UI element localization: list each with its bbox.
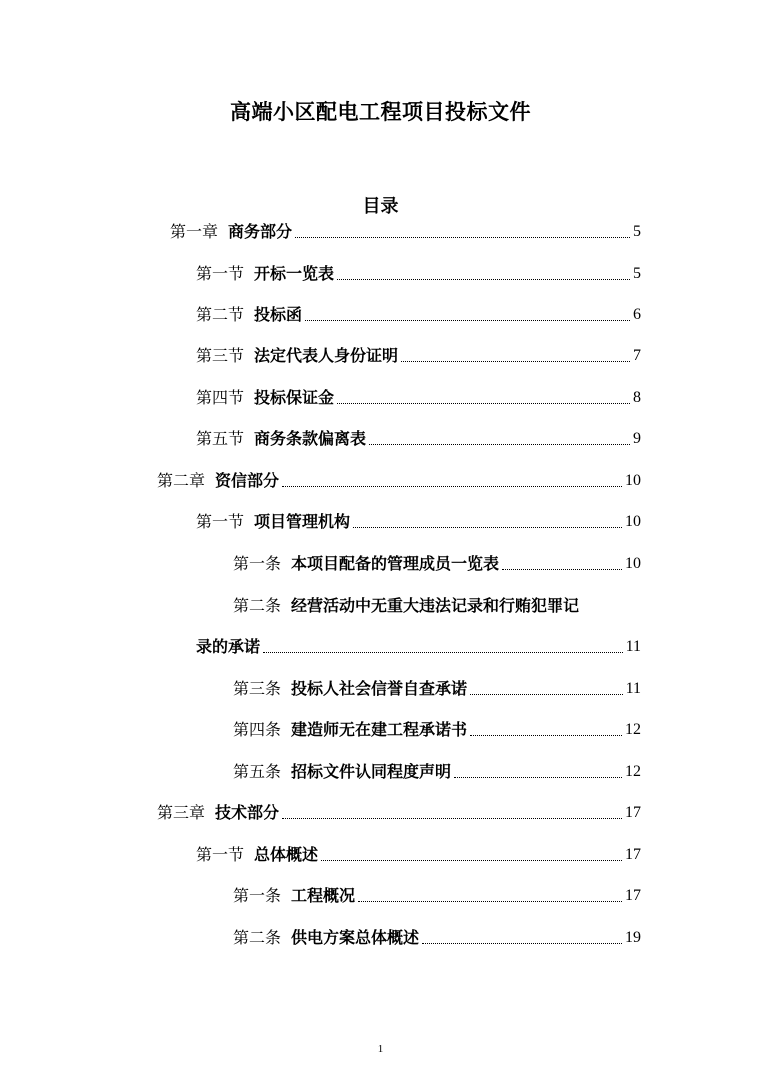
toc-title: 项目管理机构 <box>254 512 351 531</box>
dot-leader <box>282 818 622 819</box>
toc-entry-chapter-2[interactable] <box>157 467 641 491</box>
toc-page-number: 11 <box>625 680 641 697</box>
dot-leader <box>369 444 630 445</box>
toc-page-number: 10 <box>625 472 641 489</box>
toc-number: 第二节 <box>196 305 245 324</box>
toc-entry-section[interactable] <box>196 260 641 284</box>
toc-number: 第一节 <box>196 845 245 864</box>
toc-page-number: 8 <box>633 389 641 406</box>
toc-entry-article[interactable] <box>233 882 641 906</box>
toc-title: 本项目配备的管理成员一览表 <box>291 554 500 573</box>
toc-number: 第一节 <box>196 264 245 283</box>
dot-leader <box>454 777 622 778</box>
toc-number: 第五节 <box>196 429 245 448</box>
toc-entry-article[interactable] <box>233 716 641 740</box>
toc-entry-article[interactable] <box>233 675 641 699</box>
dot-leader <box>470 735 622 736</box>
dot-leader <box>470 694 623 695</box>
toc-page-number: 17 <box>625 887 641 904</box>
dot-leader <box>282 486 622 487</box>
toc-number: 第三章 <box>157 803 206 822</box>
toc-entry-article[interactable] <box>233 924 641 948</box>
toc-entry-article-wrapped[interactable] <box>233 592 579 616</box>
toc-title: 开标一览表 <box>254 264 335 283</box>
toc-number: 第三条 <box>233 679 282 698</box>
toc-number: 第一章 <box>170 222 219 241</box>
toc-page-number: 17 <box>625 804 641 821</box>
toc-number: 第二条 <box>233 596 282 615</box>
toc-entry-article-continuation[interactable] <box>196 633 641 657</box>
toc-entry-section[interactable] <box>196 384 641 408</box>
toc-page-number: 12 <box>625 721 641 738</box>
toc-entry-section[interactable] <box>196 342 641 366</box>
toc-number: 第二章 <box>157 471 206 490</box>
toc-title: 招标文件认同程度声明 <box>291 762 452 781</box>
dot-leader <box>353 527 622 528</box>
toc-title: 商务部分 <box>228 222 293 241</box>
toc-page-number: 10 <box>625 555 641 572</box>
toc-title: 经营活动中无重大违法记录和行贿犯罪记 <box>291 596 580 615</box>
toc-entry-article[interactable] <box>233 550 641 574</box>
toc-heading: 目录 <box>362 196 399 217</box>
toc-number: 第三节 <box>196 346 245 365</box>
toc-title: 投标函 <box>254 305 303 324</box>
toc-entry-article[interactable] <box>233 758 641 782</box>
toc-number: 第二条 <box>233 928 282 947</box>
toc-page-number: 11 <box>625 638 641 655</box>
toc-title: 总体概述 <box>254 845 319 864</box>
toc-title: 商务条款偏离表 <box>254 429 367 448</box>
toc-entry-section[interactable] <box>196 425 641 449</box>
toc-entry-chapter-3[interactable] <box>157 799 641 823</box>
toc-title: 资信部分 <box>215 471 280 490</box>
toc-page-number: 10 <box>625 513 641 530</box>
dot-leader <box>295 237 630 238</box>
dot-leader <box>305 320 630 321</box>
dot-leader <box>337 403 630 404</box>
toc-page-number: 7 <box>633 347 641 364</box>
dot-leader <box>502 569 622 570</box>
dot-leader <box>401 361 630 362</box>
toc-page-number: 5 <box>633 223 641 240</box>
toc-page-number: 5 <box>633 265 641 282</box>
toc-number: 第四节 <box>196 388 245 407</box>
toc-page-number: 17 <box>625 846 641 863</box>
toc-entry-section[interactable] <box>196 841 641 865</box>
toc-title: 供电方案总体概述 <box>291 928 420 947</box>
dot-leader <box>358 901 622 902</box>
dot-leader <box>337 279 630 280</box>
toc-title: 投标保证金 <box>254 388 335 407</box>
toc-page-number: 6 <box>633 306 641 323</box>
toc-number: 第五条 <box>233 762 282 781</box>
toc-title: 投标人社会信誉自查承诺 <box>291 679 468 698</box>
toc-number: 第一条 <box>233 886 282 905</box>
dot-leader <box>422 943 622 944</box>
toc-title: 法定代表人身份证明 <box>254 346 399 365</box>
toc-page-number: 19 <box>625 929 641 946</box>
toc-number: 第一节 <box>196 512 245 531</box>
toc-title: 技术部分 <box>215 803 280 822</box>
toc-page-number: 9 <box>633 430 641 447</box>
toc-title: 工程概况 <box>291 886 356 905</box>
toc-number: 第四条 <box>233 720 282 739</box>
dot-leader <box>321 860 622 861</box>
toc-entry-section[interactable] <box>196 301 641 325</box>
toc-title: 建造师无在建工程承诺书 <box>291 720 468 739</box>
toc-title-continuation: 录的承诺 <box>196 637 261 656</box>
toc-page-number: 12 <box>625 763 641 780</box>
page-number-footer: 1 <box>377 1043 384 1055</box>
dot-leader <box>263 652 623 653</box>
toc-entry-section[interactable] <box>196 508 641 532</box>
document-title: 高端小区配电工程项目投标文件 <box>230 100 531 124</box>
toc-entry-chapter-1[interactable] <box>170 218 641 242</box>
toc-number: 第一条 <box>233 554 282 573</box>
